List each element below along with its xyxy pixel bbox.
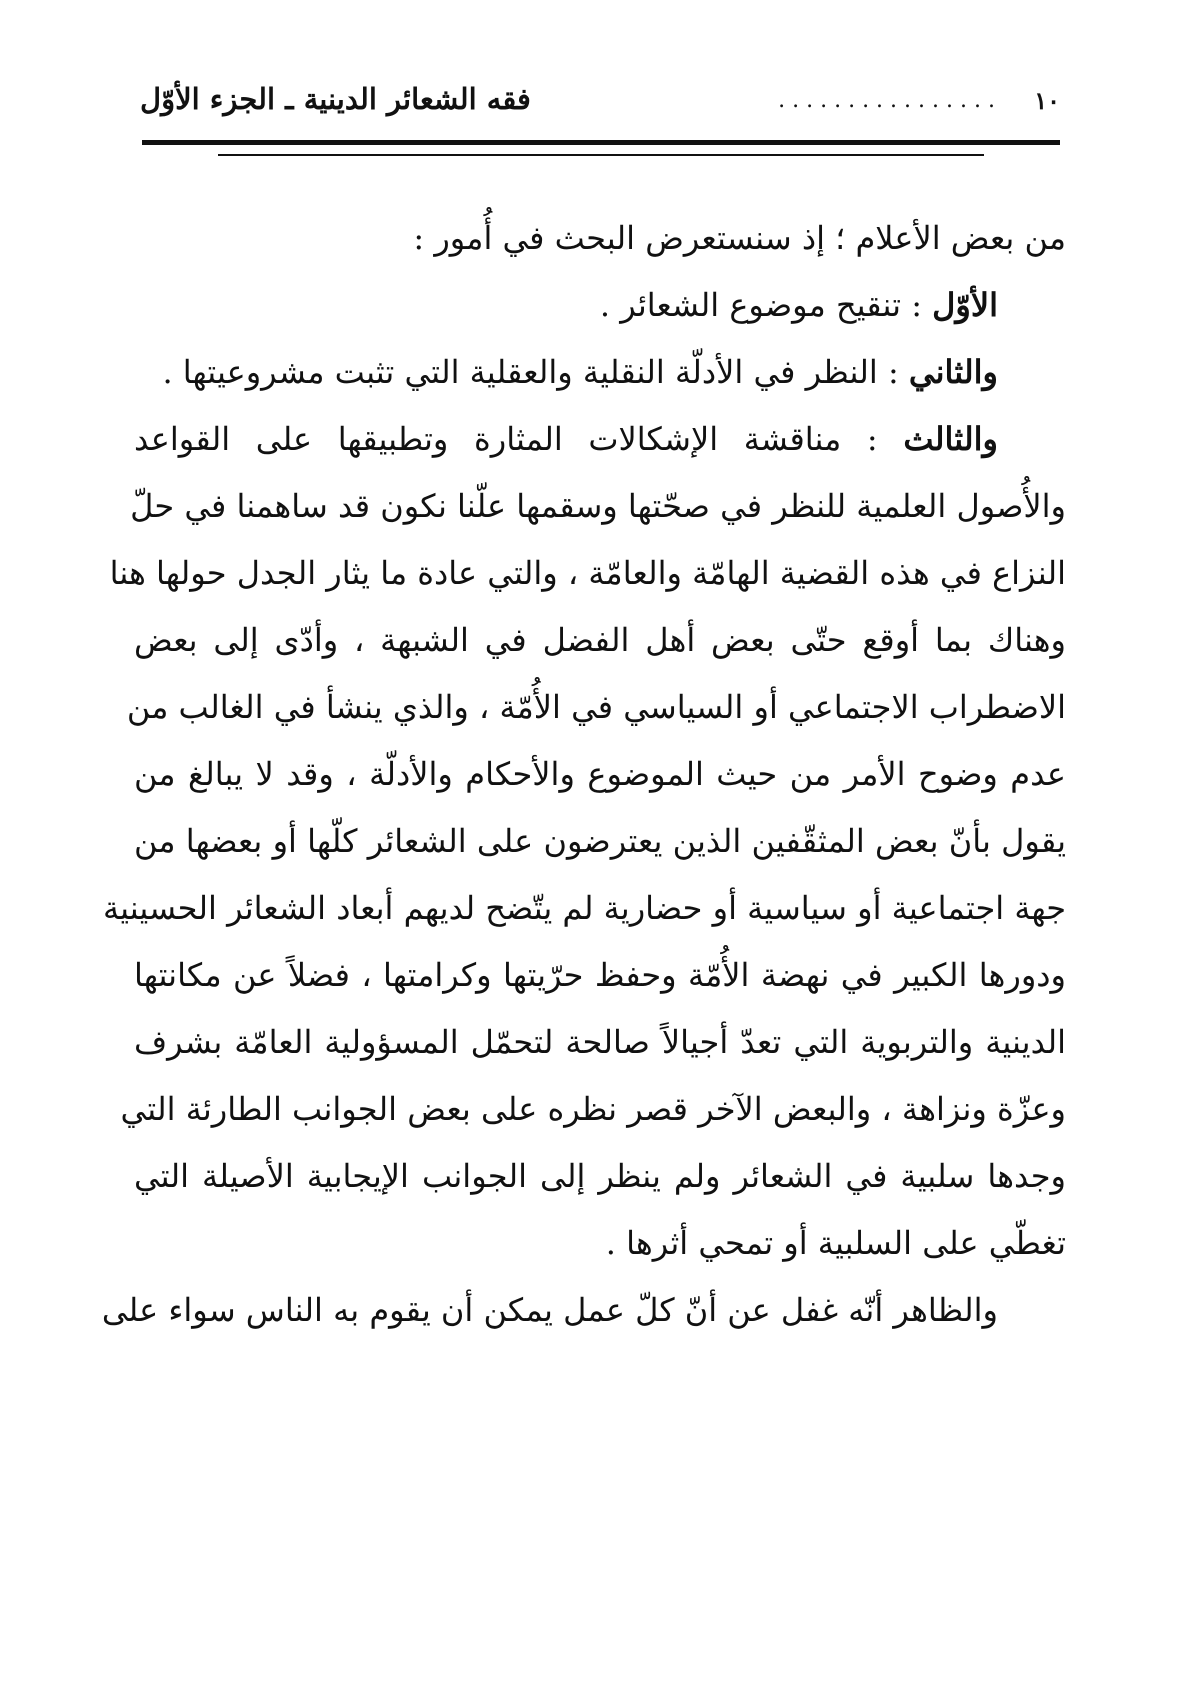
item-text: : النظر في الأدلّة النقلية والعقلية التي تثبت مشروعيتها . [162, 353, 899, 391]
item-text: : تنقيح موضوع الشعائر . [599, 286, 922, 324]
paragraph-line: النزاع في هذه القضية الهامّة والعامّة ، والتي عادة ما يثار الجدل حولها هنا [109, 554, 1066, 592]
final-line: والظاهر أنّه غفل عن أنّ كلّ عمل يمكن أن يقوم به الناس سواء على [101, 1291, 998, 1329]
list-item-third [134, 406, 1066, 473]
intro-line: من بعض الأعلام ؛ إذ سنستعرض البحث في أُمور : [413, 219, 1066, 257]
running-title: فقه الشعائر الدينية ـ الجزء الأوّل [140, 82, 531, 116]
paragraph-line: الاضطراب الاجتماعي أو السياسي في الأُمّة ، والذي ينشأ في الغالب من [126, 688, 1066, 726]
paragraph-line: تغطّي على السلبية أو تمحي أثرها . [605, 1224, 1066, 1262]
paragraph-line: عدم وضوح الأمر من حيث الموضوع والأحكام والأدلّة ، وقد لا يبالغ من [134, 755, 1066, 793]
paragraph-line: وجدها سلبية في الشعائر ولم ينظر إلى الجوانب الإيجابية الأصيلة التي [134, 1157, 1066, 1195]
paragraph-line: وهناك بما أوقع حتّى بعض أهل الفضل في الشبهة ، وأدّى إلى بعض [134, 621, 1066, 659]
running-header [140, 78, 1060, 128]
list-item-second [134, 339, 1066, 406]
page-number: ١٠ [1034, 86, 1060, 115]
header-rule-thick [142, 140, 1060, 145]
dot-leader: ................ [778, 88, 1002, 113]
item-label: والثالث [903, 420, 998, 458]
paragraph-line: يقول بأنّ بعض المثقّفين الذين يعترضون على الشعائر كلّها أو بعضها من [134, 822, 1066, 860]
paragraph-line: وعزّة ونزاهة ، والبعض الآخر قصر نظره على بعض الجوانب الطارئة التي [120, 1090, 1066, 1128]
item-label: والثاني [908, 353, 998, 391]
body-text [101, 205, 1067, 1344]
paragraph-line: ودورها الكبير في نهضة الأُمّة وحفظ حرّيتها وكرامتها ، فضلاً عن مكانتها [134, 956, 1066, 994]
paragraph-line: جهة اجتماعية أو سياسية أو حضارية لم يتّضح لديهم أبعاد الشعائر الحسينية [102, 889, 1066, 927]
item-text: : مناقشة الإشكالات المثارة وتطبيقها على القواعد [134, 420, 878, 458]
item-label: الأوّل [932, 286, 998, 324]
paragraph-line: الدينية والتربوية التي تعدّ أجيالاً صالحة لتحمّل المسؤولية العامّة بشرف [134, 1023, 1067, 1061]
paragraph-line: والأُصول العلمية للنظر في صحّتها وسقمها علّنا نكون قد ساهمنا في حلّ [130, 487, 1066, 525]
header-rule-thin [218, 154, 984, 156]
list-item-first [134, 272, 1066, 339]
